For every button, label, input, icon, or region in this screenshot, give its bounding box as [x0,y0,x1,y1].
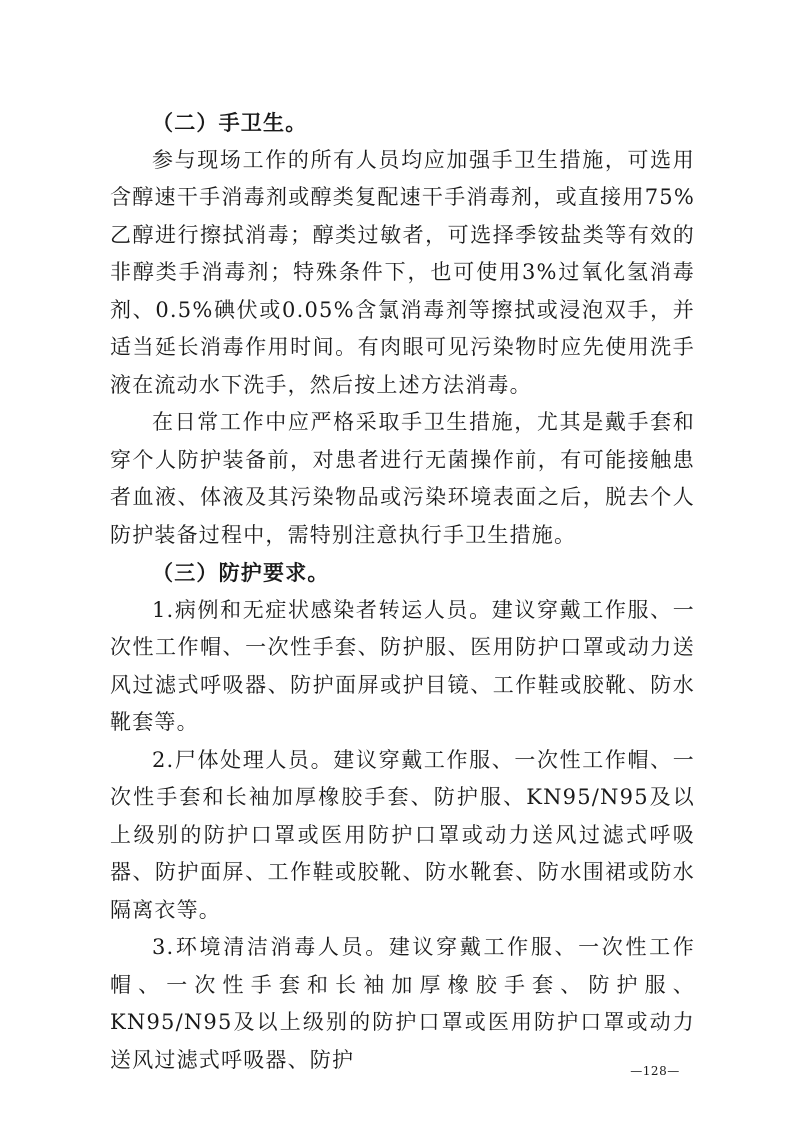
section-heading-protection: （三）防护要求。 [152,560,330,585]
paragraph-hand-hygiene-daily: 在日常工作中应严格采取手卫生措施，尤其是戴手套和穿个人防护装备前，对患者进行无菌操作前，有可能接触患者血液、体液及其污染物品或污染环境表面之后，脱去个人防护装备过程中，需特别注意执行手卫生措施。 [110,410,695,547]
page-number: —128— [630,1064,680,1078]
section-heading-hand-hygiene: （二）手卫生。 [152,110,308,135]
paragraph-hand-hygiene-methods: 参与现场工作的所有人员均应加强手卫生措施，可选用含醇速干手消毒剂或醇类复配速干手消毒剂，或直接用75%乙醇进行擦拭消毒；醇类过敏者，可选择季铵盐类等有效的非醇类手消毒剂；特殊条件下，也可使用3%过氧化氢消毒剂、0.5%碘伏或0.05%含氯消毒剂等擦拭或浸泡双手，并适当延长消毒作用时间。有肉眼可见污染物时应先使用洗手液在流动水下洗手，然后按上述方法消毒。 [110,147,695,397]
paragraph-transport-staff: 1.病例和无症状感染者转运人员。建议穿戴工作服、一次性工作帽、一次性手套、防护服、医用防护口罩或动力送风过滤式呼吸器、防护面屏或护目镜、工作鞋或胶靴、防水靴套等。 [110,597,695,734]
document-body [110,104,695,1079]
paragraph-body-handling-staff: 2.尸体处理人员。建议穿戴工作服、一次性工作帽、一次性手套和长袖加厚橡胶手套、防护服、KN95/N95及以上级别的防护口罩或医用防护口罩或动力送风过滤式呼吸器、防护面屏、工作鞋或胶靴、防水靴套、防水围裙或防水隔离衣等。 [110,747,695,922]
paragraph-cleaning-staff: 3.环境清洁消毒人员。建议穿戴工作服、一次性工作帽、一次性手套和长袖加厚橡胶手套、防护服、KN95/N95及以上级别的防护口罩或医用防护口罩或动力送风过滤式呼吸器、防护 [110,935,695,1072]
